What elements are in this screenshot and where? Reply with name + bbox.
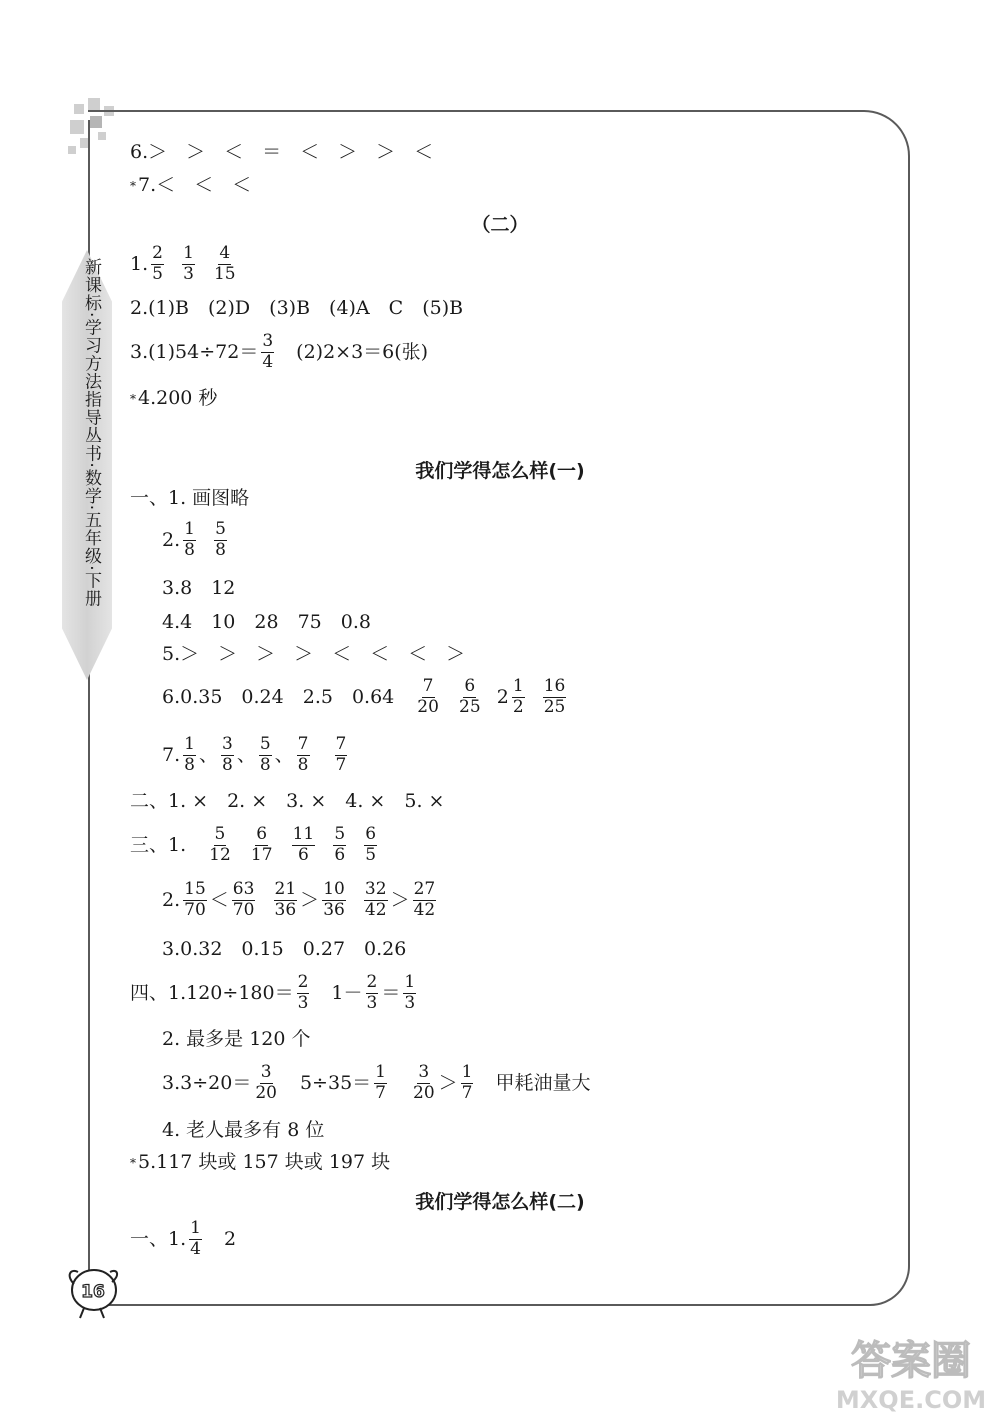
answer-line xyxy=(130,143,433,162)
fraction xyxy=(213,245,237,284)
answer-text: 2.(1)B (2)D (3)B (4)A C (5)B xyxy=(130,297,464,319)
answer-line xyxy=(162,1121,324,1140)
answer-text: ＜ xyxy=(209,888,229,911)
fraction-denominator: 8 xyxy=(184,539,195,560)
fraction-denominator: 8 xyxy=(221,754,233,775)
fraction-denominator: 8 xyxy=(259,754,271,775)
answer-text: ＝ xyxy=(381,981,401,1004)
fraction-numerator: 27 xyxy=(413,879,436,899)
answer-text: 2. xyxy=(162,888,181,911)
answer-text: ＞ xyxy=(390,888,410,911)
answer-text: (2)2×3＝6(张) xyxy=(277,340,429,363)
answer-line xyxy=(130,826,380,865)
fraction-numerator: 5 xyxy=(259,734,271,754)
answer-text: 、 xyxy=(198,743,218,766)
fraction xyxy=(183,521,196,560)
answer-text xyxy=(167,255,179,274)
fraction-numerator: 3 xyxy=(262,331,274,351)
answer-text: 3.0.32 0.15 0.27 0.26 xyxy=(162,938,407,960)
answer-text: 1－ xyxy=(312,981,363,1004)
answer-text xyxy=(198,255,210,274)
answer-text: 3.3÷20＝ xyxy=(162,1071,252,1094)
answer-text: 6.＞ ＞ ＜ ＝ ＜ ＞ ＞ ＜ xyxy=(130,141,434,163)
optional-marker: * xyxy=(130,178,136,193)
fraction-numerator: 6 xyxy=(464,676,476,696)
fraction xyxy=(416,678,440,717)
fraction-denominator: 3 xyxy=(366,992,378,1013)
fraction xyxy=(183,881,207,920)
fraction-denominator: 7 xyxy=(461,1082,473,1103)
answer-text: 三、1. xyxy=(130,833,206,856)
answer-text: 二、1. × 2. × 3. × 4. × 5. × xyxy=(130,790,445,812)
fraction-denominator: 2 xyxy=(512,696,524,717)
answer-text: 2 xyxy=(204,1227,237,1250)
fraction-numerator: 5 xyxy=(334,824,346,844)
answer-line xyxy=(130,1153,390,1172)
answer-text xyxy=(258,891,270,910)
answer-text xyxy=(318,836,330,855)
fraction xyxy=(214,521,227,560)
fraction-denominator: 20 xyxy=(255,1082,277,1103)
answer-text xyxy=(235,836,247,855)
fraction-denominator: 5 xyxy=(152,263,163,284)
fraction-denominator: 70 xyxy=(232,899,255,920)
fraction xyxy=(254,1064,278,1103)
fraction-denominator: 3 xyxy=(183,263,194,284)
watermark-logo xyxy=(836,1328,986,1416)
answer-line xyxy=(162,1030,311,1049)
svg-text:答案圈: 答案圈 xyxy=(851,1338,971,1384)
answer-text: 5.＞ ＞ ＞ ＞ ＜ ＜ ＜ ＞ xyxy=(162,643,466,665)
answer-text: 甲耗油量大 xyxy=(476,1071,591,1094)
fraction-denominator: 6 xyxy=(298,844,309,865)
fraction xyxy=(335,736,348,775)
fraction-numerator: 15 xyxy=(184,879,206,899)
fraction-numerator: 21 xyxy=(274,879,297,899)
fraction xyxy=(151,245,164,284)
answer-text xyxy=(443,688,455,707)
answer-text: 3.(1)54÷72＝ xyxy=(130,340,259,363)
optional-marker: * xyxy=(130,1155,136,1170)
answer-text: ＞ xyxy=(438,1071,458,1094)
fraction xyxy=(333,826,346,865)
fraction xyxy=(412,1064,436,1103)
answer-line xyxy=(162,736,350,775)
fraction xyxy=(322,881,346,920)
fraction-numerator: 1 xyxy=(184,734,195,754)
answer-line xyxy=(130,1220,236,1259)
fraction xyxy=(512,678,525,717)
fraction-denominator: 3 xyxy=(404,992,416,1013)
fraction xyxy=(259,736,272,775)
fraction-numerator: 3 xyxy=(418,1062,430,1082)
fraction-denominator: 8 xyxy=(184,754,195,775)
answer-line xyxy=(130,245,240,284)
answer-text: 四、1.120÷180＝ xyxy=(130,981,294,1004)
fraction-numerator: 2 xyxy=(297,972,309,992)
answer-text: 2. xyxy=(162,528,181,551)
fraction-denominator: 42 xyxy=(413,899,436,920)
optional-marker: * xyxy=(130,391,136,406)
fraction-denominator: 17 xyxy=(250,844,273,865)
answer-text: 7. xyxy=(162,743,181,766)
fraction-numerator: 4 xyxy=(219,243,231,263)
answer-text: 7.＜ ＜ ＜ xyxy=(138,174,252,196)
answer-line xyxy=(130,389,217,408)
answer-text: 5.117 块或 157 块或 197 块 xyxy=(138,1151,391,1173)
answer-text xyxy=(349,891,361,910)
fraction xyxy=(297,974,310,1013)
answer-text xyxy=(349,836,361,855)
fraction-denominator: 20 xyxy=(413,1082,435,1103)
svg-text:MXQE.COM: MXQE.COM xyxy=(836,1386,986,1414)
fraction xyxy=(364,826,377,865)
answer-line xyxy=(162,521,230,560)
fraction-denominator: 8 xyxy=(215,539,226,560)
fraction-numerator: 6 xyxy=(365,824,377,844)
answer-line xyxy=(130,489,249,508)
fraction-numerator: 5 xyxy=(215,519,226,539)
answer-text: 4.4 10 28 75 0.8 xyxy=(162,611,371,633)
fraction-denominator: 6 xyxy=(334,844,346,865)
fraction-numerator: 1 xyxy=(184,519,195,539)
answer-text: 2. 最多是 120 个 xyxy=(162,1028,311,1050)
fraction-denominator: 70 xyxy=(184,899,206,920)
answer-text: 4. 老人最多有 8 位 xyxy=(162,1119,325,1141)
fraction xyxy=(274,881,298,920)
answer-text: 、 xyxy=(236,743,256,766)
fraction-numerator: 5 xyxy=(214,824,226,844)
fraction xyxy=(183,736,196,775)
fraction xyxy=(364,881,388,920)
fraction-denominator: 4 xyxy=(190,1238,201,1259)
answer-text xyxy=(528,688,540,707)
fraction-numerator: 16 xyxy=(543,676,566,696)
fraction-denominator: 20 xyxy=(417,696,439,717)
answer-line xyxy=(130,333,428,372)
fraction xyxy=(297,736,310,775)
answer-line xyxy=(130,792,444,811)
answer-line xyxy=(162,579,235,598)
answer-text: 4.200 秒 xyxy=(138,387,218,409)
section-heading-2: （二） xyxy=(471,214,529,236)
fraction-numerator: 2 xyxy=(366,972,378,992)
answer-line xyxy=(162,1064,591,1103)
fraction-numerator: 1 xyxy=(375,1062,386,1082)
fraction-denominator: 36 xyxy=(323,899,345,920)
answer-text xyxy=(313,746,332,765)
fraction-numerator: 1 xyxy=(183,243,194,263)
answer-text: 1. xyxy=(130,252,149,275)
fraction-numerator: 11 xyxy=(292,824,315,844)
spine-title: 新课标·学习方法指导丛书·数学·五年级·下册 xyxy=(81,258,101,608)
fraction-numerator: 7 xyxy=(422,676,434,696)
fraction xyxy=(374,1064,387,1103)
fraction xyxy=(208,826,232,865)
answer-text: 、 xyxy=(274,743,294,766)
fraction-denominator: 5 xyxy=(365,844,377,865)
fraction xyxy=(413,881,437,920)
answer-line xyxy=(130,176,251,195)
fraction-numerator: 10 xyxy=(323,879,345,899)
fraction-numerator: 32 xyxy=(364,879,387,899)
answer-text: 2 xyxy=(484,685,509,708)
answer-line xyxy=(162,940,406,959)
fraction xyxy=(461,1064,474,1103)
fraction-denominator: 36 xyxy=(274,899,297,920)
answer-line xyxy=(130,974,419,1013)
fraction-numerator: 1 xyxy=(512,676,524,696)
answer-line xyxy=(162,678,569,717)
fraction-denominator: 3 xyxy=(297,992,309,1013)
page-number-badge xyxy=(64,1262,120,1322)
fraction-denominator: 25 xyxy=(543,696,566,717)
section-heading-quiz-2: 我们学得怎么样(二) xyxy=(415,1191,585,1213)
page-number: 16 xyxy=(81,1282,105,1302)
fraction xyxy=(543,678,567,717)
fraction xyxy=(232,881,256,920)
fraction-numerator: 63 xyxy=(232,879,255,899)
fraction xyxy=(366,974,379,1013)
fraction-denominator: 7 xyxy=(335,754,347,775)
fraction-denominator: 8 xyxy=(297,754,309,775)
answer-text: 一、1. 画图略 xyxy=(130,487,250,509)
fraction xyxy=(221,736,234,775)
section-heading-quiz-1: 我们学得怎么样(一) xyxy=(415,460,585,482)
fraction-denominator: 15 xyxy=(213,263,236,284)
fraction xyxy=(189,1220,202,1259)
answer-text: 3.8 12 xyxy=(162,577,236,599)
fraction-denominator: 25 xyxy=(459,696,481,717)
answer-text: 一、1. xyxy=(130,1227,187,1250)
answer-text: 6.0.35 0.24 2.5 0.64 xyxy=(162,685,414,708)
answer-text xyxy=(199,531,211,550)
answer-line xyxy=(162,613,371,632)
fraction-numerator: 3 xyxy=(260,1062,272,1082)
answer-text: 5÷35＝ xyxy=(280,1071,372,1094)
answer-line xyxy=(162,881,439,920)
fraction xyxy=(292,826,316,865)
fraction xyxy=(182,245,195,284)
fraction xyxy=(261,333,274,372)
fraction-denominator: 4 xyxy=(262,351,274,372)
fraction-numerator: 1 xyxy=(404,972,416,992)
fraction-numerator: 7 xyxy=(297,734,309,754)
answer-text xyxy=(277,836,289,855)
fraction-numerator: 6 xyxy=(256,824,268,844)
fraction xyxy=(458,678,482,717)
fraction-denominator: 12 xyxy=(209,844,231,865)
fraction xyxy=(250,826,274,865)
answer-line xyxy=(162,645,465,664)
fraction-numerator: 2 xyxy=(152,243,163,263)
answer-text: ＞ xyxy=(300,888,320,911)
fraction-numerator: 1 xyxy=(461,1062,473,1082)
answer-text xyxy=(390,1074,409,1093)
fraction xyxy=(403,974,416,1013)
fraction-numerator: 7 xyxy=(335,734,347,754)
fraction-denominator: 7 xyxy=(375,1082,386,1103)
fraction-numerator: 1 xyxy=(190,1218,201,1238)
answer-line xyxy=(130,299,463,318)
fraction-denominator: 42 xyxy=(364,899,387,920)
fraction-numerator: 3 xyxy=(221,734,233,754)
